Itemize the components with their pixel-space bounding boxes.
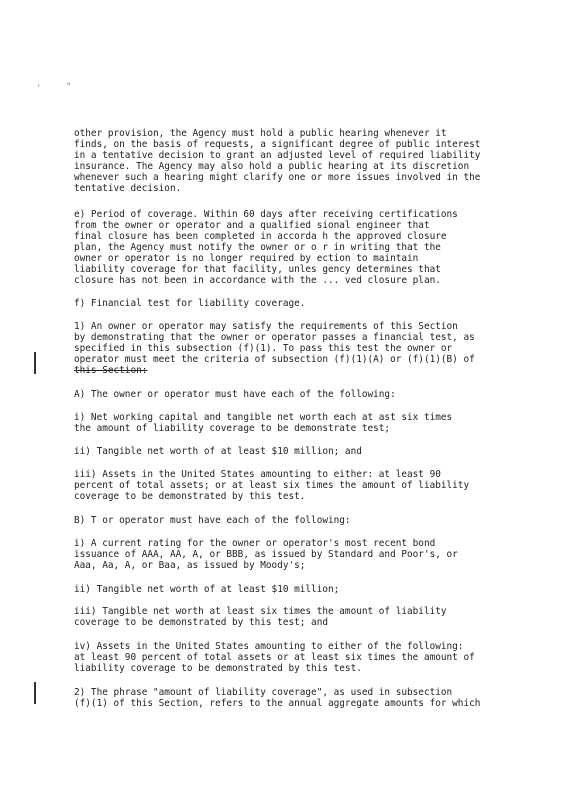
item-iii-line: iii) Tangible net worth at least six times the amount of liability [74,606,447,617]
item-2-line: 2) The phrase "amount of liability coverage", as used in subsection [74,687,453,698]
item-1-line: 1) An owner or operator may satisfy the requirements of this Section [74,321,458,332]
subsection-f-heading: f) Financial test for liability coverage. [74,298,306,309]
text-line: tentative decision. [74,183,182,194]
item-ii-line: ii) Tangible net worth of at least $10 million; and [74,446,362,457]
revision-margin-bar [34,352,36,374]
item-i-line: i) A current rating for the owner or operator's most recent bond [74,538,436,549]
text-line: whenever such a hearing might clarify one or more issues involved in the [74,172,481,183]
item-ii-line: ii) Tangible net worth of at least $10 million; [74,584,340,595]
item-B-line: B) T or operator must have each of the following: [74,515,351,526]
text-line: Aaa, Aa, A, or Baa, as issued by Moody's; [74,560,306,571]
item-i-line: i) Net working capital and tangible net worth each at ast six times [74,412,453,423]
revision-margin-bar [34,682,36,704]
text-line: operator must meet the criteria of subsection (f)(1)(A) or (f)(1)(B) of [74,354,475,365]
scan-speck: ' [36,84,42,94]
scan-speck: " [66,82,72,92]
item-A-line: A) The owner or operator must have each of the following: [74,389,396,400]
text-line: plan, the Agency must notify the owner or o r in writing that the [74,242,441,253]
text-line: issuance of AAA, AA, A, or BBB, as issued by Standard and Poor's, or [74,549,458,560]
text-line: liability coverage for that facility, unles gency determines that [74,264,441,275]
text-line: coverage to be demonstrated by this test. [74,491,306,502]
text-line: final closure has been completed in accorda h the approved closure [74,231,447,242]
subsection-e-line: e) Period of coverage. Within 60 days after receiving certifications [74,209,458,220]
text-line: liability coverage to be demonstrated by this test. [74,663,362,674]
text-line: in a tentative decision to grant an adjusted level of required liability [74,150,481,161]
text-line: by demonstrating that the owner or operator passes a financial test, as [74,332,475,343]
text-line: closure has not been in accordance with the ... ved closure plan. [74,275,441,286]
text-line: the amount of liability coverage to be demonstrate test; [74,423,391,434]
text-line: other provision, the Agency must hold a public hearing whenever it [74,128,447,139]
text-line: at least 90 percent of total assets or at least six times the amount of [74,652,475,663]
struck-text-line: this Section: [74,365,148,376]
text-line: insurance. The Agency may also hold a public hearing at its discretion [74,161,470,172]
text-line: specified in this subsection (f)(1). To pass this test the owner or [74,343,453,354]
item-iii-line: iii) Assets in the United States amounting to either: at least 90 [74,469,441,480]
text-line: from the owner or operator and a qualified sional engineer that [74,220,430,231]
text-line: (f)(1) of this Section, refers to the annual aggregate amounts for which [74,698,481,709]
text-line: finds, on the basis of requests, a significant degree of public interest [74,139,481,150]
item-iv-line: iv) Assets in the United States amounting to either of the following: [74,641,464,652]
text-line: percent of total assets; or at least six times the amount of liability [74,480,470,491]
text-line: coverage to be demonstrated by this test; and [74,617,328,628]
text-line: owner or operator is no longer required by ection to maintain [74,253,419,264]
